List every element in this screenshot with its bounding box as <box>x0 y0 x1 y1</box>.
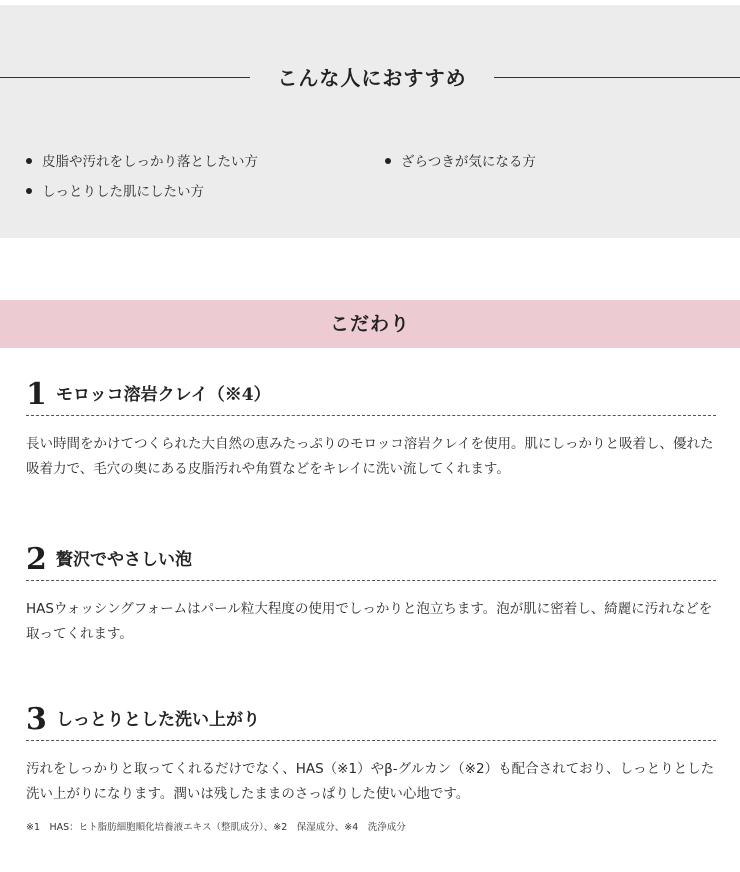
point-2 <box>26 542 716 647</box>
bullet-icon <box>26 188 32 194</box>
point-heading <box>26 377 716 416</box>
point-number: 1 <box>26 377 47 412</box>
point-3 <box>26 702 716 807</box>
recommend-section <box>0 5 740 238</box>
point-number: 3 <box>26 702 47 737</box>
point-1 <box>26 377 716 482</box>
recommend-title: こんな人におすすめ <box>277 66 467 90</box>
recommend-item: しっとりした肌にしたい方 <box>26 182 204 202</box>
bullet-icon <box>26 158 32 164</box>
commitment-title: こだわり <box>329 313 410 335</box>
point-title: モロッコ溶岩クレイ（※4） <box>56 385 271 405</box>
heading-rule-right <box>494 77 740 78</box>
point-title: しっとりとした洗い上がり <box>56 710 260 730</box>
point-heading <box>26 702 716 741</box>
recommend-item: ざらつきが気になる方 <box>385 152 536 172</box>
point-body: HASウォッシングフォームはパール粒大程度の使用でしっかりと泡立ちます。泡が肌に密着し、綺麗に汚れなどを取ってくれます。 <box>26 601 713 642</box>
point-title: 贅沢でやさしい泡 <box>56 550 192 570</box>
point-heading <box>26 542 716 581</box>
point-body: 汚れをしっかりと取ってくれるだけでなく、HAS（※1）やβ-グルカン（※2）も配合されており、しっとりとした洗い上がりになります。潤いは残したままのさっぱりした使い心地です。 <box>26 761 715 802</box>
point-number: 2 <box>26 542 47 577</box>
point-body: 長い時間をかけてつくられた大自然の恵みたっぷりのモロッコ溶岩クレイを使用。肌にしっかりと吸着し、優れた吸着力で、毛穴の奥にある皮脂汚れや角質などをキレイに洗い流してくれます。 <box>26 436 714 477</box>
recommend-item: 皮脂や汚れをしっかり落としたい方 <box>26 152 258 172</box>
heading-rule-left <box>0 77 250 78</box>
recommend-heading <box>0 60 740 96</box>
commitment-header <box>0 300 740 348</box>
bullet-icon <box>385 158 391 164</box>
footnote: ※1 HAS：ヒト脂肪細胞順化培養液エキス（整肌成分）、※2 保湿成分、※4 洗浄成分 <box>26 822 406 833</box>
